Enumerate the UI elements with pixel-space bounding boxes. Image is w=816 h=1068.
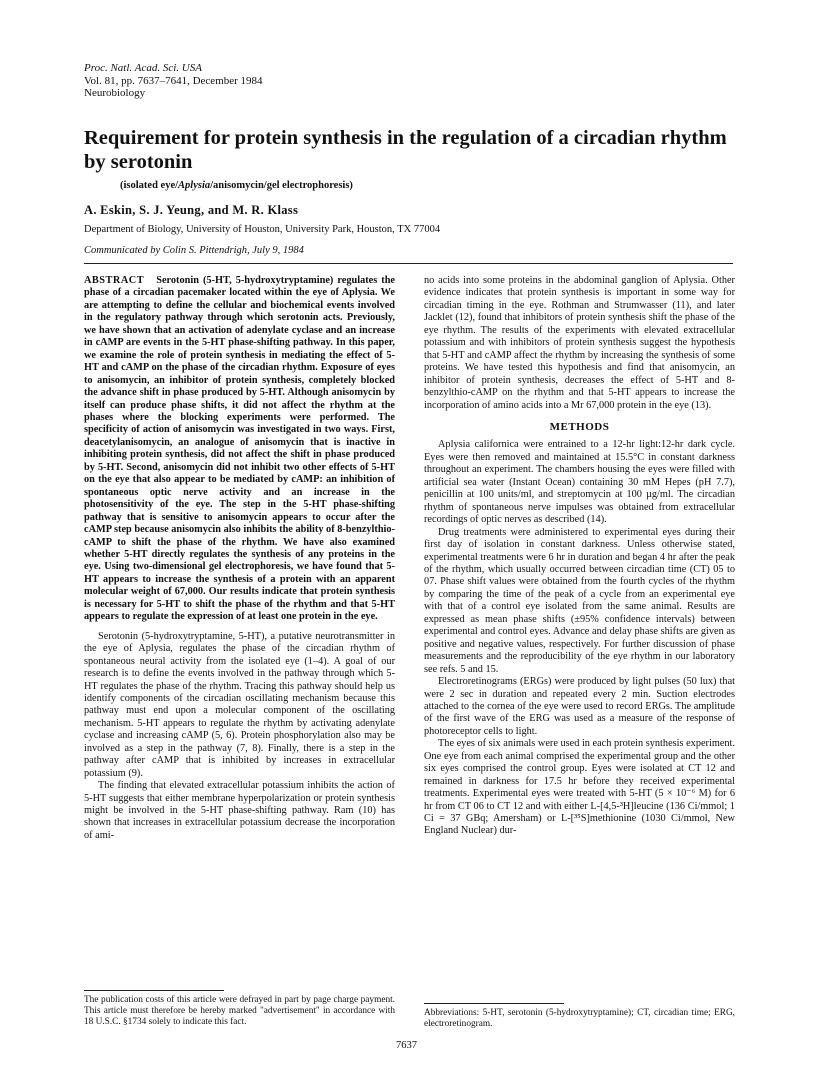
page-number: 7637 xyxy=(396,1040,417,1051)
intro-paragraph-1: Serotonin (5-hydroxytryptamine, 5-HT), a putative neurotransmitter in the eye of Aplysia, regulates the phase of the circadian rhythm of spontaneous neural activity from the isolated eye (1–4). A goal of our research is to define the events involved in the pathway through which 5-HT regulates the phase of the rhythm. Tracing this pathway should help us identify components of the circadian oscillating mechanism because this pathway must end upon a molecular component of the oscillating mechanism. 5-HT appears to regulate the rhythm by activating adenylate cyclase and increasing cAMP (5, 6). Protein phosphorylation also may be involved as a step in the pathway (7, 8). Finally, there is a step in the pathway after cAMP that is inhibited by increases in extracellular potassium (9). xyxy=(84,630,395,779)
journal-name: Proc. Natl. Acad. Sci. USA xyxy=(84,62,202,74)
keywords xyxy=(120,180,353,191)
methods-heading: METHODS xyxy=(549,420,610,433)
keywords-post: /anisomycin/gel electrophoresis) xyxy=(210,180,353,191)
methods-paragraph-3: Electroretinograms (ERGs) were produced by light pulses (50 lux) that were 2 sec in duration and repeated every 2 min. Suction electrodes attached to the cornea of the eye were used to record ERGs. The amplitude of the first wave of the ERG was used as a measure of the response of photoreceptor cells to light. xyxy=(424,676,735,737)
affiliation: Department of Biology, University of Houston, University Park, Houston, TX 77004 xyxy=(84,224,441,235)
communicated-by: Communicated by Colin S. Pittendrigh, July 9, 1984 xyxy=(84,245,304,256)
journal-header xyxy=(84,62,263,100)
header-rule xyxy=(84,263,733,264)
authors: A. Eskin, S. J. Yeung, and M. R. Klass xyxy=(84,203,299,217)
methods-paragraph-4: The eyes of six animals were used in each protein synthesis experiment. One eye from each animal comprised the experimental group and the other six eyes comprised the control group. Eyes were isolated at CT 12 and remained in darkness for 17.5 hr before they received experimental treatments. Experimental eyes were treated with 5-HT (5 × 10⁻⁶ M) for 6 hr from CT 06 to CT 12 and with either L-[4,5-³H]leucine (136 Ci/mmol; 1 Ci = 37 GBq; Amersham) or L-[³⁵S]methionine (1030 Ci/mmol, New England Nuclear) dur- xyxy=(424,738,735,837)
intro-continuation: no acids into some proteins in the abdominal ganglion of Aplysia. Other evidence indicates that protein synthesis is important in some way for circadian timing in the eye. Rothman and Strumwasser (11), and later Jacklet (12), found that inhibitors of protein synthesis shift the phase of the eye rhythm. The results of the experiments with elevated extracellular potassium and with inhibitors of protein synthesis suggest the hypothesis that 5-HT and cAMP affect the rhythm by increasing the synthesis of some proteins. We have tested this hypothesis and find that anisomycin, an inhibitor of protein synthesis, decreases the effect of 5-HT and 8-benzylthio-cAMP on the rhythm and that 5-HT appears to increase the incorporation of amino acids into a Mr 67,000 protein in the eye (13). xyxy=(424,275,735,411)
methods-paragraph-1: Aplysia californica were entrained to a 12-hr light:12-hr dark cycle. Eyes were then removed and maintained at 15.5°C in constant darkness throughout an experiment. The chambers housing the eyes were filled with artificial sea water (Instant Ocean) containing 30 mM Hepes (pH 7.7), penicillin at 100 units/ml, and streptomycin at 100 µg/ml. The circadian rhythm of spontaneous nerve impulses was obtained from extracellular recordings of optic nerves as described (14). xyxy=(424,439,735,526)
footnote-rule-right xyxy=(424,1003,564,1004)
abstract-text: Serotonin (5-HT, 5-hydroxytryptamine) regulates the phase of a circadian pacemaker located within the eye of Aplysia. We are attempting to define the cellular and biochemical events involved in the regulatory pathway through which serotonin acts. Previously, we have shown that an activation of adenylate cyclase and an increase in cAMP are events in the 5-HT phase-shifting pathway. In this paper, we examine the role of protein synthesis in mediating the effect of 5-HT and cAMP on the phase of the circadian rhythm. Exposure of eyes to anisomycin, an inhibitor of protein synthesis, completely blocked the advance shift in phase produced by 5-HT. Although anisomycin by itself can produce phase shifts, it did not affect the rhythm at the phases where the blocking experiments were performed. The specificity of action of anisomycin was investigated in two ways. First, deacetylanisomycin, an analogue of anisomycin that is inactive in inhibiting protein synthesis, did not affect the shift in phase produced by 5-HT. Second, anisomycin did not inhibit two other effects of 5-HT on the eye that also appear to be mediated by cAMP: an inhibition of spontaneous optic nerve activity and an increase in the photosensitivity of the eye. The step in the 5-HT phase-shifting pathway that is sensitive to anisomycin appears to occur after the cAMP step because anisomycin also inhibits the ability of 8-benzylthio-cAMP to shift the phase of the rhythm. We have also examined whether 5-HT directly regulates the synthesis of any proteins in the eye. Using two-dimensional gel electrophoresis, we have found that 5-HT appears to increase the synthesis of a protein with an apparent molecular weight of 67,000. Our results indicate that protein synthesis is necessary for 5-HT to shift the phase of the rhythm and that 5-HT appears to regulate the expression of at least one protein in the eye. xyxy=(84,275,395,623)
journal-section: Neurobiology xyxy=(84,87,146,99)
footnote-abbreviations: Abbreviations: 5-HT, serotonin (5-hydroxytryptamine); CT, circadian time; ERG, electroretinogram. xyxy=(424,1008,735,1030)
journal-volume: Vol. 81, pp. 7637–7641, December 1984 xyxy=(84,74,263,87)
article-title: Requirement for protein synthesis in the regulation of a circadian rhythm by serotonin xyxy=(84,127,727,173)
keywords-italic: Aplysia xyxy=(178,180,211,191)
methods-paragraph-2: Drug treatments were administered to experimental eyes during their first day of isolation in constant darkness. Unless otherwise stated, experimental treatments were 6 hr in duration and began 4 hr after the peak of the rhythm, which usually occurred between circadian time (CT) 05 to 07. Phase shift values were obtained from the fourth cycles of the rhythm by comparing the time of the peak of a cycle from an experimental eye with that of a control eye isolated from the same animal. Results are expressed as mean phase shifts (±95% confidence intervals) between experimental and control eyes. Advance and delay phase shifts are given as positive and negative values, respectively. For further discussion of phase measurements and the reproducibility of the eye rhythm in our laboratory see refs. 5 and 15. xyxy=(424,526,735,675)
right-column xyxy=(424,275,735,838)
intro-paragraph-2: The finding that elevated extracellular potassium inhibits the action of 5-HT suggests that either membrane hyperpolarization or protein synthesis might be involved in the 5-HT phase-shifting pathway. Ram (10) has shown that increases in extracellular potassium decrease the incorporation of ami- xyxy=(84,780,395,841)
footnote-rule-left xyxy=(84,990,224,991)
left-column xyxy=(84,275,395,842)
abstract xyxy=(84,275,395,624)
abstract-lead: ABSTRACT xyxy=(84,275,145,286)
footnote-publication-costs: The publication costs of this article were defrayed in part by page charge payment. This article must therefore be hereby marked "advertisement" in accordance with 18 U.S.C. §1734 solely to indicate this fact. xyxy=(84,995,395,1028)
keywords-pre: (isolated eye/ xyxy=(120,180,179,191)
